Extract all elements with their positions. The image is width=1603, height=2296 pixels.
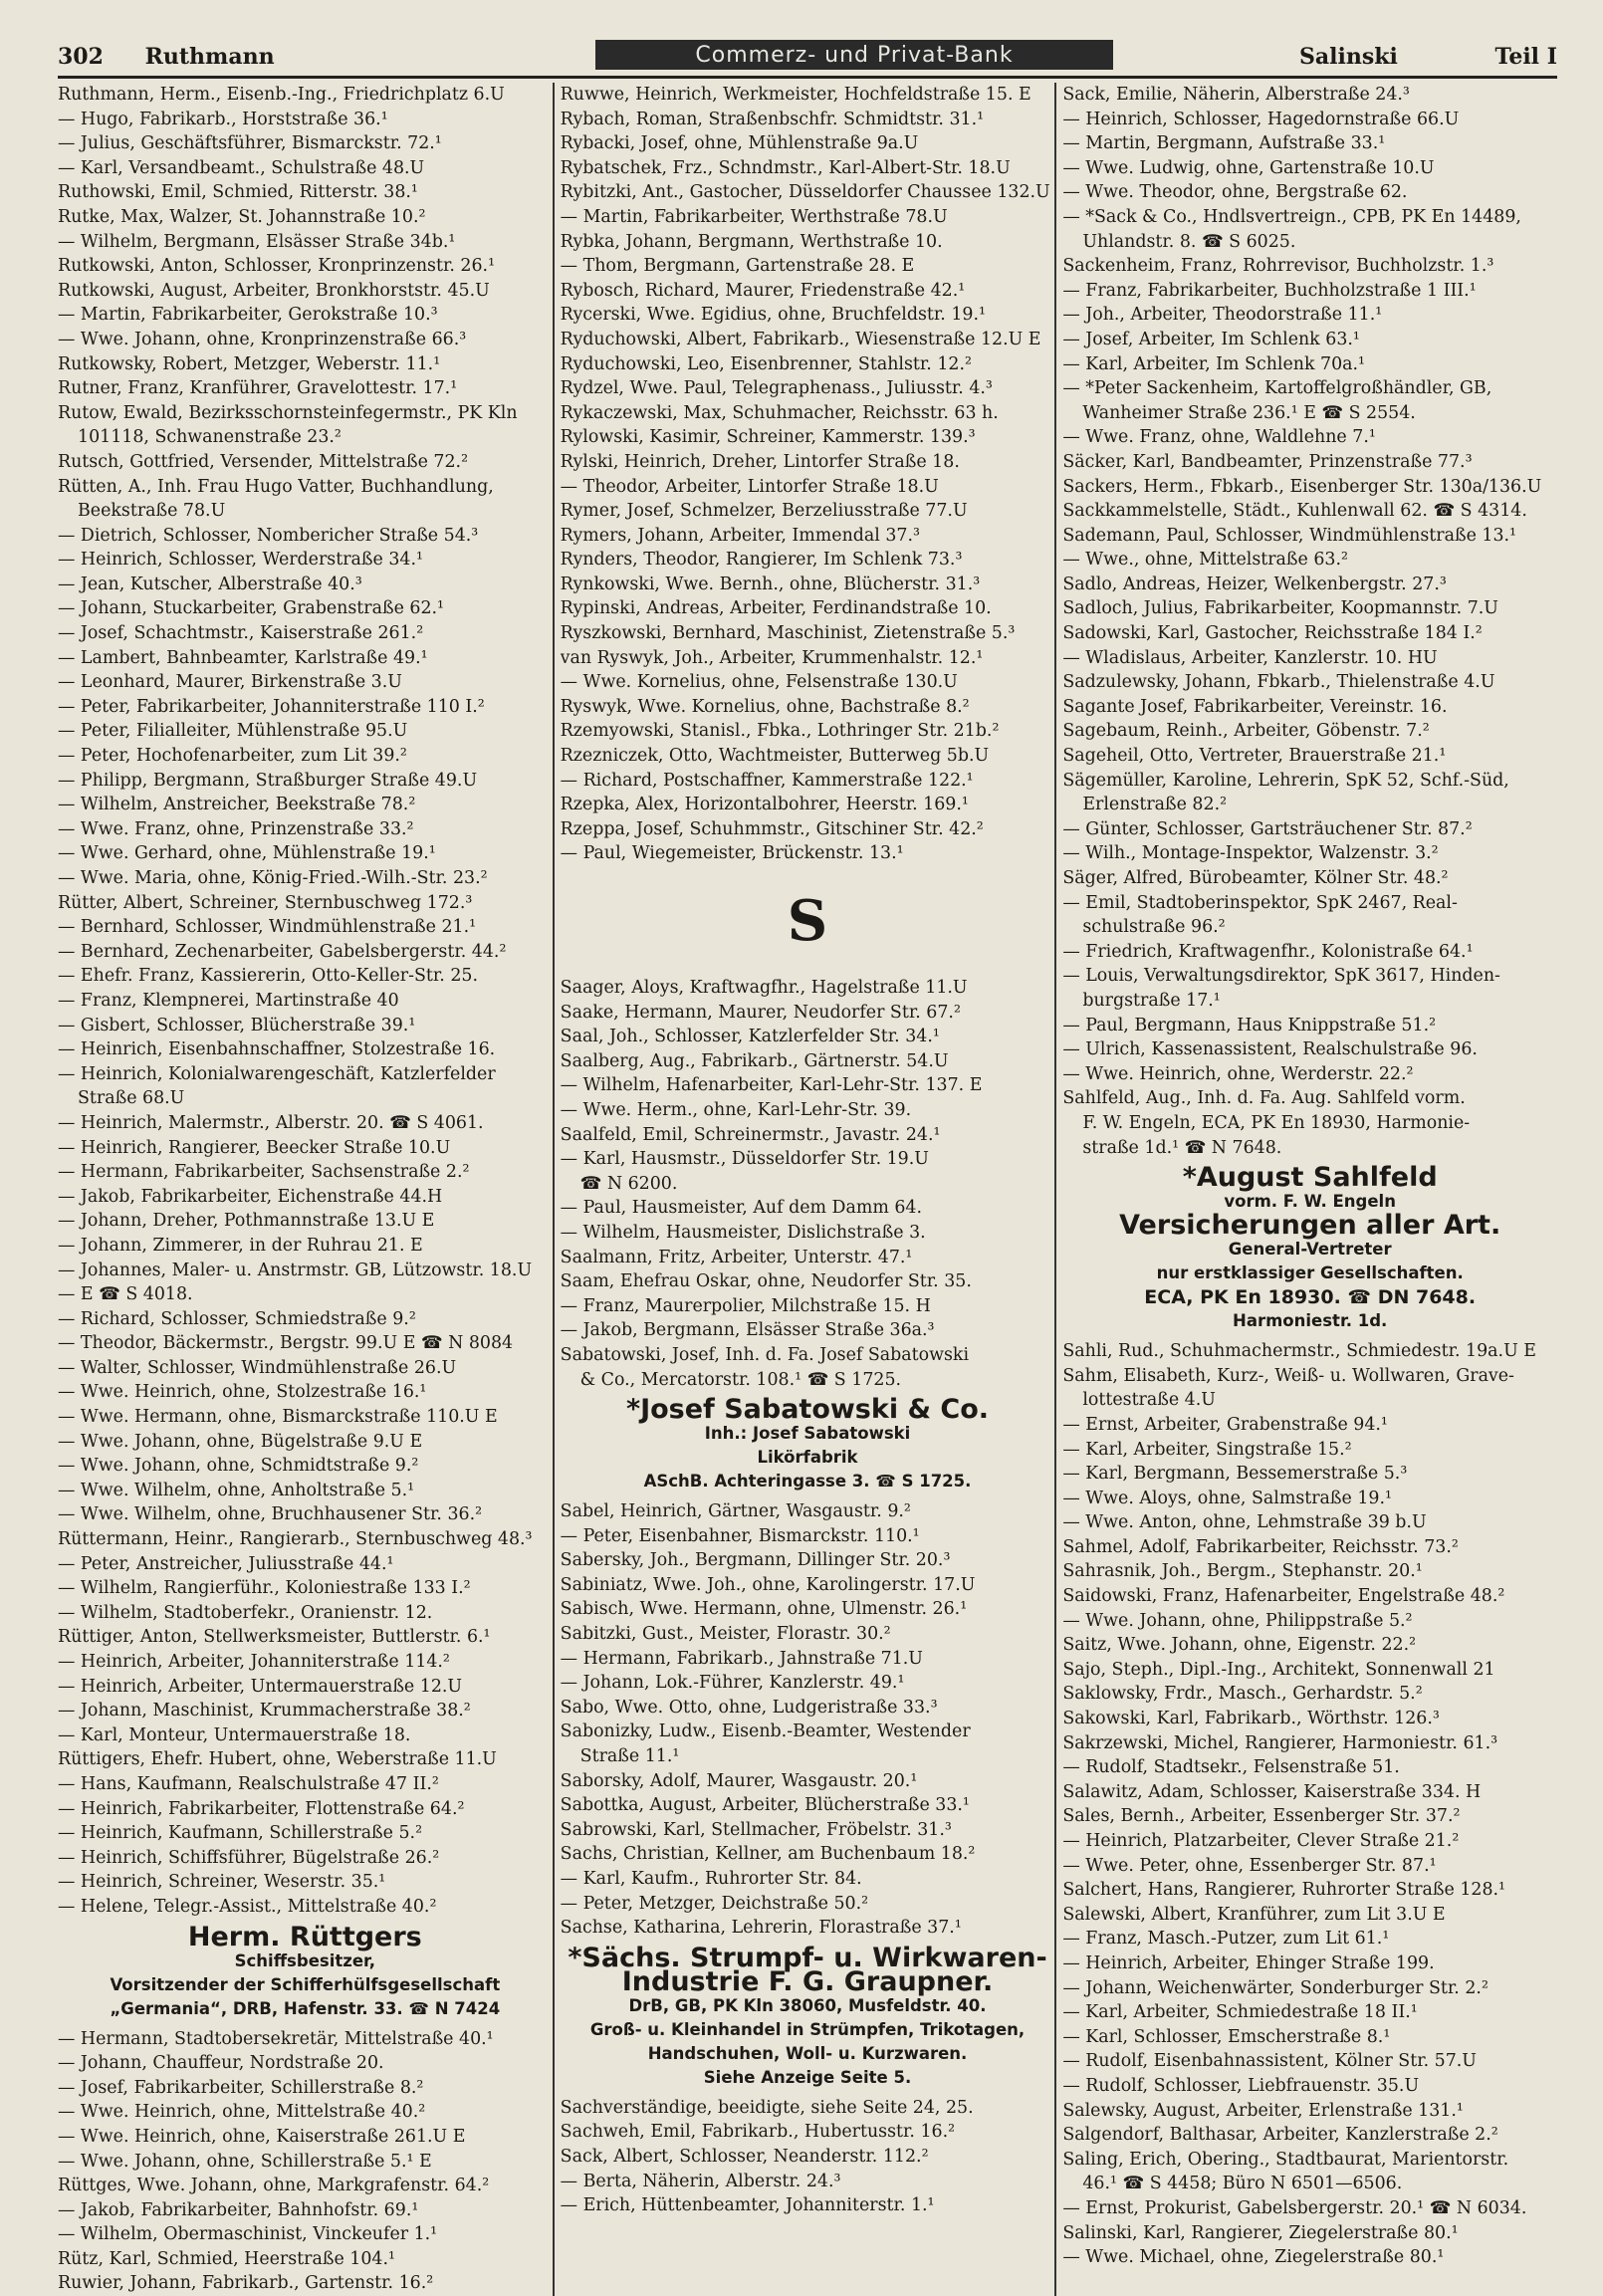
directory-entry: Rynkowski, Wwe. Bernh., ohne, Blücherstr. 31.³ (560, 574, 981, 594)
directory-entry: burgstraße 17.¹ (1082, 990, 1221, 1011)
directory-entry: Saidowski, Franz, Hafenarbeiter, Engelstraße 48.² (1062, 1586, 1505, 1607)
directory-entry: — Wwe. Heinrich, ohne, Stolzestraße 16.¹ (58, 1382, 427, 1403)
directory-entry: — Theodor, Bäckermstr., Bergstr. 99.U E ☎ N 8084 (58, 1333, 514, 1354)
directory-entry: — Wwe. Herm., ohne, Karl-Lehr-Str. 39. (560, 1099, 912, 1120)
directory-entry: lottestraße 4.U (1082, 1390, 1216, 1411)
directory-entry: Sack, Albert, Schlosser, Neanderstr. 112.² (560, 2146, 929, 2167)
directory-entry: — Wilhelm, Stadtoberfekr., Oranienstr. 12. (58, 1602, 433, 1623)
directory-entry: — Peter, Metzger, Deichstraße 50.² (560, 1893, 869, 1914)
entry-list (58, 2027, 553, 2296)
directory-entry: — Wwe., ohne, Mittelstraße 63.² (1062, 550, 1348, 571)
directory-entry: — Wwe. Johann, ohne, Kronprinzenstraße 66.³ (58, 329, 467, 349)
directory-entry: — Johannes, Maler- u. Anstrmstr. GB, Lützowstr. 18.U (58, 1260, 533, 1280)
directory-entry: — Hans, Kaufmann, Realschulstraße 47 II.² (58, 1773, 439, 1794)
directory-entry: — Wwe. Wilhelm, ohne, Bruchhausener Str. 36.² (58, 1504, 483, 1525)
directory-entry: — Karl, Arbeiter, Schmiedestraße 18 II.¹ (1062, 2002, 1418, 2023)
directory-entry: — Dietrich, Schlosser, Nombericher Straße 54.³ (58, 525, 479, 546)
advert-graupner (561, 1942, 1055, 2090)
directory-entry: — Johann, Dreher, Pothmannstraße 13.U E (58, 1211, 435, 1232)
directory-entry: — Hugo, Fabrikarb., Horststraße 36.¹ (58, 109, 388, 129)
advert-sahlfeld (1062, 1162, 1557, 1333)
directory-entry: Rybka, Johann, Bergmann, Werthstraße 10. (560, 231, 943, 252)
directory-entry: — Theodor, Arbeiter, Lintorfer Straße 18.U (560, 476, 939, 497)
directory-entry: — Karl, Schlosser, Emscherstraße 8.¹ (1062, 2026, 1391, 2047)
directory-entry: Ryduchowski, Albert, Fabrikarb., Wiesenstraße 12.U E (560, 329, 1041, 349)
directory-entry: — Peter, Hochofenarbeiter, zum Lit 39.² (58, 746, 407, 767)
column-1 (58, 83, 553, 2296)
directory-entry: Saam, Ehefrau Oskar, ohne, Neudorfer Str. 35. (560, 1271, 972, 1292)
directory-entry: Ruwwe, Heinrich, Werkmeister, Hochfeldstraße 15. E (560, 85, 1031, 105)
directory-entry: — Julius, Geschäftsführer, Bismarckstr. 72.¹ (58, 133, 442, 154)
directory-entry: Uhlandstr. 8. ☎ S 6025. (1082, 231, 1296, 252)
directory-entry: Sagante Josef, Fabrikarbeiter, Vereinstr. 16. (1062, 696, 1448, 717)
directory-entry: — Leonhard, Maurer, Birkenstraße 3.U (58, 672, 402, 693)
advert-ruettgers (58, 1921, 553, 2021)
directory-entry: F. W. Engeln, ECA, PK En 18930, Harmonie- (1082, 1112, 1471, 1133)
directory-entry: Rykaczewski, Max, Schuhmacher, Reichsstr. 63 h. (560, 402, 999, 423)
directory-entry: Beekstraße 78.U (78, 501, 226, 522)
directory-entry: — Hermann, Fabrikarbeiter, Sachsenstraße 2.² (58, 1162, 470, 1183)
directory-entry: — Louis, Verwaltungsdirektor, SpK 3617, Hinden- (1062, 966, 1500, 987)
directory-entry: Saager, Aloys, Kraftwagfhr., Hagelstraße 11.U (560, 978, 968, 998)
directory-entry: — Franz, Klempnerei, Martinstraße 40 (58, 990, 399, 1011)
directory-entry: Sabel, Heinrich, Gärtner, Wasgaustr. 9.² (560, 1501, 911, 1522)
entry-list (561, 1499, 1055, 1941)
directory-entry: — Wwe. Heinrich, ohne, Mittelstraße 40.² (58, 2102, 426, 2123)
directory-entry: — Peter, Fabrikarbeiter, Johanniterstraße 110 I.² (58, 696, 485, 717)
directory-entry: Salchert, Hans, Rangierer, Ruhrorter Straße 128.¹ (1062, 1880, 1506, 1901)
directory-entry: Ryszkowski, Bernhard, Maschinist, Zietenstraße 5.³ (560, 623, 1016, 644)
directory-entry: Salgendorf, Balthasar, Arbeiter, Kanzlerstraße 2.² (1062, 2125, 1498, 2146)
directory-entry: Saal, Joh., Schlosser, Katzlerfelder Str. 34.¹ (560, 1027, 940, 1047)
directory-entry: — Wwe. Maria, ohne, König-Fried.-Wilh.-Str. 23.² (58, 868, 488, 888)
advert-line: General-Vertreter (1228, 1240, 1392, 1260)
directory-entry: Saalberg, Aug., Fabrikarb., Gärtnerstr. 54.U (560, 1050, 949, 1071)
directory-entry: — Joh., Arbeiter, Theodorstraße 11.¹ (1062, 305, 1383, 326)
directory-entry: Rybosch, Richard, Maurer, Friedenstraße 42.¹ (560, 280, 966, 301)
directory-entry: — Wladislaus, Arbeiter, Kanzlerstr. 10. HU (1062, 647, 1438, 668)
directory-entry: Ryduchowski, Leo, Eisenbrenner, Stahlstr. 12.² (560, 353, 972, 374)
directory-entry: Sabrowski, Karl, Stellmacher, Fröbelstr. 31.³ (560, 1819, 952, 1840)
advert-line: Harmoniestr. 1d. (1233, 1311, 1388, 1331)
directory-entry: — Günter, Schlosser, Gartsträuchener Str. 87.² (1062, 818, 1473, 839)
advert-line: Groß- u. Kleinhandel in Strümpfen, Trikotagen, Handschuhen, Woll- u. Kurzwaren. (589, 2019, 1026, 2063)
directory-entry: Salinski, Karl, Rangierer, Ziegelerstraße 80.¹ (1062, 2222, 1459, 2243)
directory-entry: — Josef, Arbeiter, Im Schlenk 63.¹ (1062, 329, 1360, 349)
directory-entry: — *Peter Sackenheim, Kartoffelgroßhändler, GB, (1062, 378, 1492, 399)
advert-line: ASchB. Achteringasse 3. ☎ S 1725. (643, 1472, 972, 1492)
directory-entry: — Hermann, Stadtobersekretär, Mittelstraße 40.¹ (58, 2028, 494, 2049)
directory-entry: Sakowski, Karl, Fabrikarb., Wörthstr. 126.³ (1062, 1709, 1440, 1729)
directory-entry: Sabonizky, Ludw., Eisenb.-Beamter, Westender (560, 1722, 971, 1742)
header-right (1210, 44, 1557, 70)
directory-entry: — Paul, Wiegemeister, Brückenstr. 13.¹ (560, 843, 904, 864)
directory-entry: Rymer, Josef, Schmelzer, Berzeliusstraße 77.U (560, 501, 968, 522)
directory-entry: — Heinrich, Arbeiter, Untermauerstraße 12.U (58, 1676, 463, 1697)
directory-entry: Salewsky, August, Arbeiter, Erlenstraße 131.¹ (1062, 2100, 1464, 2121)
advert-name: *Sächs. Strumpf- u. Wirkwaren- (568, 1942, 1047, 1973)
header-left (58, 44, 309, 70)
directory-entry: — Wwe. Johann, ohne, Philippstraße 5.² (1062, 1610, 1413, 1631)
directory-entry: — Wwe. Franz, ohne, Prinzenstraße 33.² (58, 818, 414, 839)
columns (58, 83, 1557, 2296)
directory-entry: Rüttigers, Ehefr. Hubert, ohne, Weberstraße 11.U (58, 1749, 497, 1770)
directory-entry: — Peter, Anstreicher, Juliusstraße 44.¹ (58, 1553, 394, 1574)
directory-entry: — Philipp, Bergmann, Straßburger Straße 49.U (58, 770, 478, 791)
directory-entry: Rymers, Johann, Arbeiter, Immendal 37.³ (560, 525, 920, 546)
directory-entry: — Johann, Weichenwärter, Sonderburger Str. 2.² (1062, 1977, 1488, 1998)
directory-entry: Sachverständige, beeidigte, siehe Seite 24, 25. (560, 2097, 974, 2118)
directory-entry: straße 1d.¹ ☎ N 7648. (1082, 1137, 1282, 1158)
directory-entry: — Johann, Stuckarbeiter, Grabenstraße 62.¹ (58, 598, 445, 619)
directory-entry: — Emil, Stadtoberinspektor, SpK 2467, Real- (1062, 892, 1458, 913)
page-number: 302 (58, 44, 104, 70)
directory-entry: — Heinrich, Kaufmann, Schillerstraße 5.² (58, 1823, 423, 1844)
directory-entry: — Martin, Fabrikarbeiter, Gerokstraße 10.³ (58, 305, 438, 326)
directory-entry: — Wilhelm, Bergmann, Elsässer Straße 34b.¹ (58, 231, 456, 252)
directory-entry: — Karl, Arbeiter, Im Schlenk 70a.¹ (1062, 353, 1366, 374)
directory-entry: — Wilhelm, Hausmeister, Dislichstraße 3. (560, 1222, 926, 1243)
directory-entry: Sachs, Christian, Kellner, am Buchenbaum 18.² (560, 1844, 976, 1865)
directory-entry: — Wwe. Theodor, ohne, Bergstraße 62. (1062, 182, 1408, 203)
directory-entry: — Wilhelm, Hafenarbeiter, Karl-Lehr-Str. 137. E (560, 1075, 983, 1096)
directory-entry: — Ulrich, Kassenassistent, Realschulstraße 96. (1062, 1039, 1478, 1060)
directory-entry: Rutsch, Gottfried, Versender, Mittelstraße 72.² (58, 451, 469, 472)
directory-entry: — Heinrich, Malermstr., Alberstr. 20. ☎ S 4061. (58, 1112, 484, 1133)
advert-name: *Josef Sabatowski & Co. (625, 1394, 990, 1426)
directory-entry: 46.¹ ☎ S 4458; Büro N 6501—6506. (1082, 2174, 1403, 2194)
directory-entry: — Heinrich, Schiffsführer, Bügelstraße 26.² (58, 1847, 440, 1868)
directory-entry: Rüttiger, Anton, Stellwerksmeister, Buttlerstr. 6.¹ (58, 1627, 491, 1648)
directory-entry: — Josef, Schachtmstr., Kaiserstraße 261.² (58, 623, 424, 644)
directory-entry: — Johann, Chauffeur, Nordstraße 20. (58, 2053, 384, 2074)
advert-name: *August Sahlfeld (1182, 1162, 1438, 1194)
directory-entry: Rzemyowski, Stanisl., Fbka., Lothringer Str. 21b.² (560, 721, 1000, 742)
directory-entry: — Franz, Fabrikarbeiter, Buchholzstraße 1 III.¹ (1062, 280, 1477, 301)
directory-entry: — Wwe. Wilhelm, ohne, Anholtstraße 5.¹ (58, 1480, 415, 1500)
directory-entry: — Richard, Postschaffner, Kammerstraße 122.¹ (560, 770, 974, 791)
directory-entry: — Wwe. Anton, ohne, Lehmstraße 39 b.U (1062, 1512, 1427, 1533)
directory-entry: — Wwe. Johann, ohne, Schillerstraße 5.¹ E (58, 2151, 432, 2172)
directory-entry: — Richard, Schlosser, Schmiedstraße 9.² (58, 1308, 416, 1329)
directory-entry: Sahrasnik, Joh., Bergm., Stephanstr. 20.¹ (1062, 1561, 1423, 1582)
directory-entry: Salawitz, Adam, Schlosser, Kaiserstraße 334. H (1062, 1781, 1482, 1802)
directory-entry: — Wwe. Aloys, ohne, Salmstraße 19.¹ (1062, 1488, 1392, 1508)
directory-entry: Sabiniatz, Wwe. Joh., ohne, Karolingerstr. 17.U (560, 1574, 976, 1595)
directory-entry: Sachse, Katharina, Lehrerin, Florastraße 37.¹ (560, 1918, 962, 1939)
directory-entry: — Wilh., Montage-Inspektor, Walzenstr. 3.² (1062, 843, 1439, 864)
section-letter: S (787, 888, 828, 954)
directory-entry: Saling, Erich, Obering., Stadtbaurat, Marientorstr. (1062, 2149, 1509, 2170)
directory-entry: Rycerski, Wwe. Egidius, ohne, Bruchfeldstr. 19.¹ (560, 305, 986, 326)
directory-entry: — Peter, Filialleiter, Mühlenstraße 95.U (58, 721, 408, 742)
directory-entry: Rylowski, Kasimir, Schreiner, Kammerstr. 139.³ (560, 427, 976, 448)
directory-entry: Sahlfeld, Aug., Inh. d. Fa. Aug. Sahlfeld vorm. (1062, 1088, 1466, 1109)
directory-entry: Saborsky, Adolf, Maurer, Wasgaustr. 20.¹ (560, 1770, 918, 1791)
directory-entry: Erlenstraße 82.² (1082, 795, 1228, 815)
directory-entry: Rzezniczek, Otto, Wachtmeister, Butterweg 5b.U (560, 746, 990, 767)
bank-advert-band: Commerz- und Privat-Bank (595, 40, 1113, 70)
advert-line: vorm. F. W. Engeln (1224, 1192, 1396, 1212)
directory-entry: Rylski, Heinrich, Dreher, Lintorfer Straße 18. (560, 451, 960, 472)
entry-list (1062, 83, 1557, 1160)
directory-entry: — Jakob, Bergmann, Elsässer Straße 36a.³ (560, 1320, 935, 1341)
directory-entry: Sabatowski, Josef, Inh. d. Fa. Josef Sabatowski (560, 1344, 970, 1365)
directory-entry: — Karl, Kaufm., Ruhrorter Str. 84. (560, 1869, 862, 1889)
directory-entry: Säcker, Karl, Bandbeamter, Prinzenstraße 77.³ (1062, 451, 1473, 472)
directory-entry: & Co., Mercatorstr. 108.¹ ☎ S 1725. (579, 1369, 902, 1390)
directory-entry: — Karl, Arbeiter, Singstraße 15.² (1062, 1439, 1352, 1460)
page-header (58, 40, 1557, 79)
directory-entry: Sadzulewsky, Johann, Fbkarb., Thielenstraße 4.U (1062, 672, 1495, 693)
directory-entry: — Wwe. Johann, ohne, Schmidtstraße 9.² (58, 1456, 419, 1477)
directory-entry: Rütten, A., Inh. Frau Hugo Vatter, Buchhandlung, (58, 476, 494, 497)
directory-entry: 101118, Schwanenstraße 23.² (78, 427, 342, 448)
directory-entry: Sackers, Herm., Fbkarb., Eisenberger Str. 130a/136.U (1062, 476, 1542, 497)
directory-entry: Saitz, Wwe. Johann, ohne, Eigenstr. 22.² (1062, 1635, 1417, 1656)
directory-entry: Straße 68.U (78, 1088, 185, 1109)
right-keyword: Salinski (1298, 44, 1398, 70)
advert-headline: Versicherungen aller Art. (1119, 1210, 1501, 1242)
advert-line: nur erstklassiger Gesellschaften. (1156, 1263, 1464, 1283)
directory-entry: Sahli, Rud., Schuhmachermstr., Schmiedestr. 19a.U E (1062, 1341, 1536, 1362)
directory-entry: — Wwe. Hermann, ohne, Bismarckstraße 110.U E (58, 1407, 498, 1428)
directory-entry: — Jakob, Fabrikarbeiter, Eichenstraße 44.H (58, 1186, 443, 1207)
directory-entry: Rütz, Karl, Schmied, Heerstraße 104.¹ (58, 2248, 395, 2269)
directory-entry: — Jakob, Fabrikarbeiter, Bahnhofstr. 69.¹ (58, 2199, 419, 2220)
directory-entry: — Franz, Maurerpolier, Milchstraße 15. H (560, 1295, 931, 1316)
directory-entry: — Berta, Näherin, Alberstr. 24.³ (560, 2171, 841, 2191)
entry-list (58, 83, 553, 1920)
column-2 (553, 83, 1055, 2296)
left-keyword: Ruthmann (144, 44, 275, 70)
directory-entry: Sackenheim, Franz, Rohrrevisor, Buchholzstr. 1.³ (1062, 256, 1494, 277)
directory-entry: — Heinrich, Kolonialwarengeschäft, Katzlerfelder (58, 1063, 496, 1084)
directory-entry: Rybitzki, Ant., Gastocher, Düsseldorfer Chaussee 132.U (560, 182, 1050, 203)
directory-entry: — Bernhard, Zechenarbeiter, Gabelsbergerstr. 44.² (58, 941, 507, 962)
directory-entry: Rutkowski, August, Arbeiter, Bronkhorststr. 45.U (58, 280, 490, 301)
directory-entry: — Wilhelm, Rangierführ., Koloniestraße 133 I.² (58, 1578, 471, 1599)
directory-entry: Sack, Emilie, Näherin, Alberstraße 24.³ (1062, 85, 1410, 105)
directory-entry: Sadowski, Karl, Gastocher, Reichsstraße 184 I.² (1062, 623, 1483, 644)
directory-entry: — Helene, Telegr.-Assist., Mittelstraße 40.² (58, 1896, 437, 1917)
directory-entry: Sademann, Paul, Schlosser, Windmühlenstraße 13.¹ (1062, 525, 1517, 546)
directory-entry: Sageheil, Otto, Vertreter, Brauerstraße 21.¹ (1062, 746, 1447, 767)
directory-entry: Ruthmann, Herm., Eisenb.-Ing., Friedrichplatz 6.U (58, 85, 505, 105)
directory-entry: — Paul, Bergmann, Haus Knippstraße 51.² (1062, 1015, 1437, 1035)
directory-entry: — Josef, Fabrikarbeiter, Schillerstraße 8.² (58, 2077, 424, 2098)
directory-entry: — Rudolf, Stadtsekr., Felsenstraße 51. (1062, 1757, 1400, 1778)
directory-entry: — Heinrich, Arbeiter, Johanniterstraße 114.² (58, 1652, 450, 1672)
directory-entry: — Heinrich, Schlosser, Werderstraße 34.¹ (58, 550, 423, 571)
directory-entry: Rüttges, Wwe. Johann, ohne, Markgrafenstr. 64.² (58, 2176, 490, 2196)
directory-entry: Sadlo, Andreas, Heizer, Welkenbergstr. 27.³ (1062, 574, 1447, 594)
directory-entry: — Wwe. Kornelius, ohne, Felsenstraße 130.U (560, 672, 958, 693)
directory-entry: schulstraße 96.² (1082, 917, 1226, 938)
directory-entry: — Karl, Bergmann, Bessemerstraße 5.³ (1062, 1464, 1408, 1485)
directory-entry: Rzeppa, Josef, Schuhmmstr., Gitschiner Str. 42.² (560, 818, 984, 839)
directory-entry: — Paul, Hausmeister, Auf dem Damm 64. (560, 1198, 923, 1219)
directory-entry: — Lambert, Bahnbeamter, Karlstraße 49.¹ (58, 647, 428, 668)
directory-entry: Ryswyk, Wwe. Kornelius, ohne, Bachstraße 8.² (560, 696, 970, 717)
directory-entry: Rutkowsky, Robert, Metzger, Weberstr. 11.¹ (58, 353, 441, 374)
advert-name: Industrie F. G. Graupner. (621, 1965, 994, 1997)
part-label: Teil I (1494, 44, 1557, 70)
directory-entry: Saake, Hermann, Maurer, Neudorfer Str. 67.² (560, 1002, 961, 1023)
directory-entry: — Thom, Bergmann, Gartenstraße 28. E (560, 256, 915, 277)
directory-entry: Salewski, Albert, Kranführer, zum Lit 3.U E (1062, 1904, 1446, 1925)
directory-entry: — Karl, Versandbeamt., Schulstraße 48.U (58, 157, 425, 178)
directory-entry: Ruwier, Johann, Fabrikarb., Gartenstr. 16.² (58, 2273, 434, 2294)
directory-entry: — Wwe. Michael, ohne, Ziegelerstraße 80.¹ (1062, 2247, 1445, 2268)
directory-entry: — Wwe. Gerhard, ohne, Mühlenstraße 19.¹ (58, 843, 436, 864)
directory-entry: — Rudolf, Eisenbahnassistent, Kölner Str. 57.U (1062, 2051, 1477, 2072)
directory-entry: Sahmel, Adolf, Fabrikarbeiter, Reichsstr. 73.² (1062, 1536, 1459, 1557)
directory-entry: — Walter, Schlosser, Windmühlenstraße 26.U (58, 1357, 457, 1378)
directory-entry: — Wilhelm, Obermaschinist, Vinckeufer 1.¹ (58, 2224, 438, 2245)
directory-entry: — Martin, Bergmann, Aufstraße 33.¹ (1062, 133, 1386, 154)
directory-entry: — Wwe. Peter, ohne, Essenberger Str. 87.¹ (1062, 1855, 1437, 1876)
directory-entry: ☎ N 6200. (579, 1173, 678, 1194)
directory-entry: — Franz, Masch.-Putzer, zum Lit 61.¹ (1062, 1929, 1390, 1950)
directory-entry: — Wwe. Heinrich, ohne, Werderstr. 22.² (1062, 1063, 1414, 1084)
directory-entry: — Hermann, Fabrikarb., Jahnstraße 71.U (560, 1648, 923, 1669)
directory-entry: — Heinrich, Schlosser, Hagedornstraße 66.U (1062, 109, 1460, 129)
directory-entry: Rutke, Max, Walzer, St. Johannstraße 10.² (58, 206, 426, 227)
advert-line: Likörfabrik (757, 1448, 858, 1468)
directory-entry: Rutow, Ewald, Bezirksschornsteinfegermstr., PK Kln (58, 402, 518, 423)
advert-name: Herm. Rüttgers (187, 1921, 422, 1952)
directory-entry: Rütter, Albert, Schreiner, Sternbuschweg 172.³ (58, 892, 473, 913)
directory-entry: Straße 11.¹ (579, 1746, 680, 1767)
directory-entry: Saalfeld, Emil, Schreinermstr., Javastr. 24.¹ (560, 1124, 941, 1145)
directory-entry: — Heinrich, Fabrikarbeiter, Flottenstraße 64.² (58, 1798, 465, 1819)
directory-entry: Rybacki, Josef, ohne, Mühlenstraße 9a.U (560, 133, 919, 154)
directory-entry: — Erich, Hüttenbeamter, Johanniterstr. 1.¹ (560, 2195, 935, 2216)
directory-entry: Sagebaum, Reinh., Arbeiter, Göbenstr. 7.² (1062, 721, 1430, 742)
directory-entry: — *Sack & Co., Hndlsvertreign., CPB, PK En 14489, (1062, 206, 1521, 227)
advert-sabatowski (561, 1394, 1055, 1493)
directory-entry: Rüttermann, Heinr., Rangierarb., Sternbuschweg 48.³ (58, 1529, 533, 1550)
directory-entry: Rynders, Theodor, Rangierer, Im Schlenk 73.³ (560, 550, 963, 571)
directory-entry: — Johann, Maschinist, Krummacherstraße 38.² (58, 1701, 471, 1722)
advert-line: Schiffsbesitzer, (234, 1951, 376, 1970)
directory-entry: Sajo, Steph., Dipl.-Ing., Architekt, Sonnenwall 21 (1062, 1659, 1495, 1680)
entry-list (561, 976, 1055, 1392)
directory-entry: Sahm, Elisabeth, Kurz-, Weiß- u. Wollwaren, Grave- (1062, 1365, 1514, 1386)
directory-entry: — Gisbert, Schlosser, Blücherstraße 39.¹ (58, 1015, 416, 1035)
directory-entry: Rutkowski, Anton, Schlosser, Kronprinzenstr. 26.¹ (58, 256, 496, 277)
directory-entry: — Heinrich, Eisenbahnschaffner, Stolzestraße 16. (58, 1039, 496, 1060)
directory-entry: Sabitzki, Gust., Meister, Florastr. 30.² (560, 1624, 891, 1645)
directory-entry: — Karl, Hausmstr., Düsseldorfer Str. 19.U (560, 1149, 929, 1170)
directory-entry: Sadloch, Julius, Fabrikarbeiter, Koopmannstr. 7.U (1062, 598, 1498, 619)
directory-entry: — Wwe. Heinrich, ohne, Kaiserstraße 261.U E (58, 2126, 466, 2147)
directory-entry: van Ryswyk, Joh., Arbeiter, Krummenhalstr. 12.¹ (560, 647, 984, 668)
directory-entry: — Karl, Monteur, Untermauerstraße 18. (58, 1724, 411, 1745)
directory-entry: Saklowsky, Frdr., Masch., Gerhardstr. 5.² (1062, 1684, 1423, 1705)
directory-entry: — Johann, Lok.-Führer, Kanzlerstr. 49.¹ (560, 1673, 905, 1694)
directory-entry: — Ernst, Arbeiter, Grabenstraße 94.¹ (1062, 1414, 1388, 1435)
directory-entry: Rutner, Franz, Kranführer, Gravelottestr. 17.¹ (58, 378, 458, 399)
directory-entry: — Wwe. Ludwig, ohne, Gartenstraße 10.U (1062, 157, 1435, 178)
directory-entry: — Wwe. Johann, ohne, Bügelstraße 9.U E (58, 1431, 423, 1452)
directory-entry: Sakrzewski, Michel, Rangierer, Harmoniestr. 61.³ (1062, 1732, 1498, 1753)
directory-entry: — Wwe. Franz, ohne, Waldlehne 7.¹ (1062, 427, 1376, 448)
directory-entry: — Heinrich, Platzarbeiter, Clever Straße 21.² (1062, 1831, 1460, 1851)
directory-entry: — Bernhard, Schlosser, Windmühlenstraße 21.¹ (58, 917, 477, 938)
column-3 (1054, 83, 1557, 2296)
directory-entry: Rybatschek, Frz., Schndmstr., Karl-Albert-Str. 18.U (560, 157, 1011, 178)
advert-line: Siehe Anzeige Seite 5. (703, 2067, 912, 2087)
directory-entry: Sabo, Wwe. Otto, ohne, Ludgeristraße 33.³ (560, 1697, 938, 1718)
directory-entry: Sabottka, August, Arbeiter, Blücherstraße 33.¹ (560, 1795, 970, 1816)
directory-entry: — E ☎ S 4018. (58, 1284, 193, 1305)
directory-entry: Ruthowski, Emil, Schmied, Ritterstr. 38.¹ (58, 182, 418, 203)
directory-entry: — Martin, Fabrikarbeiter, Werthstraße 78.U (560, 206, 948, 227)
directory-entry: — Rudolf, Schlosser, Liebfrauenstr. 35.U (1062, 2075, 1420, 2096)
directory-entry: Rzepka, Alex, Horizontalbohrer, Heerstr. 169.¹ (560, 795, 969, 815)
directory-entry: Wanheimer Straße 236.¹ E ☎ S 2554. (1082, 402, 1416, 423)
directory-entry: Sägemüller, Karoline, Lehrerin, SpK 52, Schf.-Süd, (1062, 770, 1509, 791)
directory-entry: — Friedrich, Kraftwagenfhr., Kolonistraße 64.¹ (1062, 941, 1474, 962)
directory-entry: Rybach, Roman, Straßenbschfr. Schmidtstr. 31.¹ (560, 109, 985, 129)
directory-entry: — Ehefr. Franz, Kassiererin, Otto-Keller-Str. 25. (58, 966, 478, 987)
directory-entry: Rydzel, Wwe. Paul, Telegraphenass., Juliusstr. 4.³ (560, 378, 993, 399)
advert-line: Inh.: Josef Sabatowski (704, 1424, 911, 1444)
directory-entry: — Peter, Eisenbahner, Bismarckstr. 110.¹ (560, 1525, 920, 1546)
directory-entry: Sales, Bernh., Arbeiter, Essenberger Str. 37.² (1062, 1806, 1461, 1827)
directory-entry: — Heinrich, Schreiner, Weserstr. 35.¹ (58, 1872, 386, 1893)
entry-list (561, 2096, 1055, 2218)
entry-list (1062, 1339, 1557, 2270)
advert-line: DrB, GB, PK Kln 38060, Musfeldstr. 40. (628, 1995, 987, 2015)
directory-entry: Sabisch, Wwe. Hermann, ohne, Ulmenstr. 26.¹ (560, 1599, 968, 1620)
directory-entry: Sachweh, Emil, Fabrikarb., Hubertusstr. 16.² (560, 2122, 956, 2143)
directory-entry: — Heinrich, Arbeiter, Ehinger Straße 199. (1062, 1952, 1435, 1973)
directory-entry: — Wilhelm, Anstreicher, Beekstraße 78.² (58, 795, 416, 815)
advert-line: ECA, PK En 18930. ☎ DN 7648. (1144, 1286, 1477, 1309)
directory-entry: Sackkammelstelle, Städt., Kuhlenwall 62. ☎ S 4314. (1062, 501, 1527, 522)
directory-entry: — Ernst, Prokurist, Gabelsbergerstr. 20.¹ ☎ N 6034. (1062, 2197, 1527, 2218)
directory-entry: Rypinski, Andreas, Arbeiter, Ferdinandstraße 10. (560, 598, 992, 619)
advert-line: „Germania“, DRB, Hafenstr. 33. ☎ N 7424 (110, 1998, 501, 2018)
directory-entry: Saalmann, Fritz, Arbeiter, Unterstr. 47.¹ (560, 1247, 913, 1267)
directory-entry: Sabersky, Joh., Bergmann, Dillinger Str. 20.³ (560, 1550, 951, 1571)
directory-entry: — Jean, Kutscher, Alberstraße 40.³ (58, 574, 362, 594)
entry-list (561, 83, 1055, 866)
directory-entry: Säger, Alfred, Bürobeamter, Kölner Str. 48.² (1062, 868, 1449, 888)
advert-line: Vorsitzender der Schifferhülfsgesellschaft (110, 1974, 501, 1994)
directory-entry: — Johann, Zimmerer, in der Ruhrau 21. E (58, 1235, 423, 1256)
directory-entry: — Heinrich, Rangierer, Beecker Straße 10.U (58, 1137, 451, 1158)
